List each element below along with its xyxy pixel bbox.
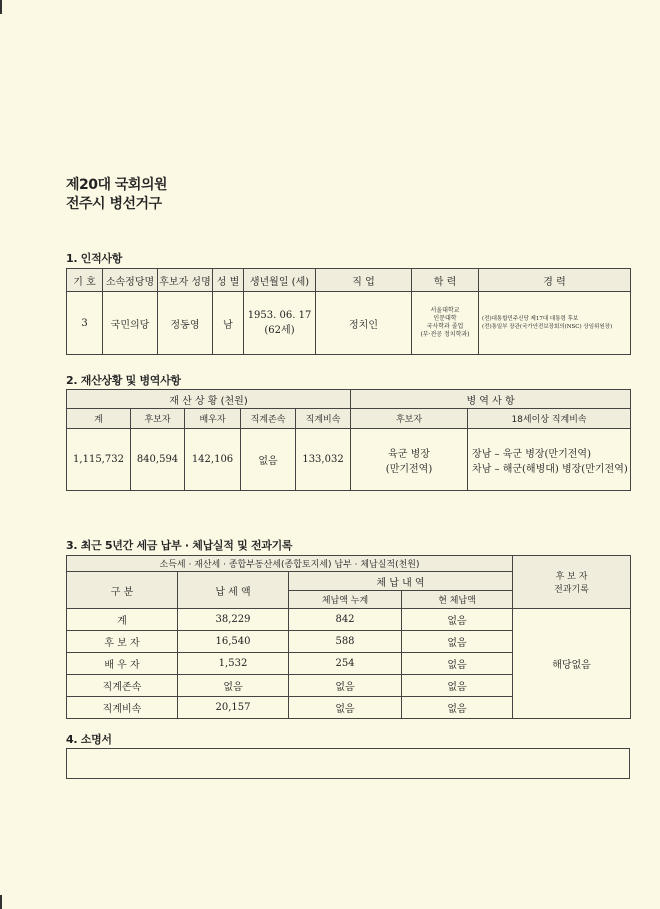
row-arrears-current: 없음 xyxy=(402,609,513,631)
row-label: 계 xyxy=(67,609,178,631)
header-party: 소속정당명 xyxy=(103,269,158,292)
row-arrears-current: 없음 xyxy=(402,697,513,719)
candidate-job: 정치인 xyxy=(316,292,412,355)
edu-line: (부·전공 정치학과) xyxy=(420,331,470,338)
row-paid: 없음 xyxy=(178,675,289,697)
military-child-line: 차남 – 해군(해병대) 병장(만기전역) xyxy=(472,463,628,475)
row-arrears-total: 588 xyxy=(289,631,402,653)
edu-line: 국사학과 졸업 xyxy=(426,323,464,330)
military-child-line: 장남 – 육군 병장(만기전역) xyxy=(472,448,591,460)
personal-info-table xyxy=(66,268,631,355)
subheader-candidate: 후보자 xyxy=(131,409,185,429)
title-line-2: 전주시 병선거구 xyxy=(66,196,162,212)
header-arrears: 체 납 내 역 xyxy=(289,572,513,591)
header-gubun: 구 분 xyxy=(67,572,178,609)
subheader-total: 계 xyxy=(67,409,131,429)
property-spouse: 142,106 xyxy=(185,429,241,491)
section-1-heading: 1. 인적사항 xyxy=(66,252,123,265)
property-descendants: 133,032 xyxy=(296,429,351,491)
military-candidate xyxy=(351,429,468,491)
row-label: 후 보 자 xyxy=(67,631,178,653)
subheader-ancestors: 직계존속 xyxy=(241,409,296,429)
military-header: 병 역 사 항 xyxy=(351,390,631,409)
row-arrears-total: 842 xyxy=(289,609,402,631)
page-title xyxy=(66,176,167,214)
subheader-spouse: 배우자 xyxy=(185,409,241,429)
row-paid: 16,540 xyxy=(178,631,289,653)
row-paid: 38,229 xyxy=(178,609,289,631)
header-arrears-current: 현 체납액 xyxy=(402,591,513,609)
title-line-1: 제20대 국회의원 xyxy=(66,177,168,193)
tax-top-header: 소득세 · 재산세 · 종합부동산세(종합토지세) 납부 · 체납실적(천원) xyxy=(67,556,513,572)
criminal-header xyxy=(513,556,631,609)
career-line: (전)통일부 장관(국가안전보장회의(NSC) 상임위원장) xyxy=(482,324,613,330)
edu-line: 인문대학 xyxy=(433,315,457,322)
section-3-heading: 3. 최근 5년간 세금 납부 · 체납실적 및 전과기록 xyxy=(66,539,293,552)
header-arrears-total: 체납액 누계 xyxy=(289,591,402,609)
row-label: 직계존속 xyxy=(67,675,178,697)
row-arrears-current: 없음 xyxy=(402,675,513,697)
military-line: (만기전역) xyxy=(385,463,433,475)
candidate-education xyxy=(412,292,479,355)
header-name: 후보자 성명 xyxy=(158,269,213,292)
header-paid: 납 세 액 xyxy=(178,572,289,609)
military-children xyxy=(468,429,631,491)
row-arrears-total: 없음 xyxy=(289,675,402,697)
crop-mark-top xyxy=(0,0,2,14)
military-line: 육군 병장 xyxy=(388,448,430,460)
candidate-party: 국민의당 xyxy=(103,292,158,355)
subheader-descendants: 직계비속 xyxy=(296,409,351,429)
edu-line: 서울대학교 xyxy=(430,307,460,314)
row-arrears-total: 254 xyxy=(289,653,402,675)
candidate-number: 3 xyxy=(67,292,103,355)
row-arrears-current: 없음 xyxy=(402,653,513,675)
birth-age: (62세) xyxy=(264,325,295,336)
row-paid: 20,157 xyxy=(178,697,289,719)
crop-mark-bottom xyxy=(0,895,2,909)
candidate-career xyxy=(479,292,631,355)
candidate-gender: 남 xyxy=(213,292,244,355)
criminal-header-line: 전과기록 xyxy=(554,585,589,595)
property-candidate: 840,594 xyxy=(131,429,185,491)
header-birth: 생년월일 (세) xyxy=(244,269,316,292)
candidate-name: 정동영 xyxy=(158,292,213,355)
statement-box xyxy=(66,748,630,779)
row-arrears-total: 없음 xyxy=(289,697,402,719)
section-4-heading: 4. 소명서 xyxy=(66,733,112,746)
section-2-heading: 2. 재산상황 및 병역사항 xyxy=(66,374,181,387)
career-line: (전)대통합민주신당 제17대 대통령 후보 xyxy=(482,316,579,322)
tax-table xyxy=(66,555,631,719)
header-career: 경 력 xyxy=(479,269,631,292)
birth-date: 1953. 06. 17 xyxy=(247,310,312,321)
header-job: 직 업 xyxy=(316,269,412,292)
row-label: 직계비속 xyxy=(67,697,178,719)
row-paid: 1,532 xyxy=(178,653,289,675)
row-label: 배 우 자 xyxy=(67,653,178,675)
candidate-birth xyxy=(244,292,316,355)
property-ancestors: 없음 xyxy=(241,429,296,491)
header-edu: 학 력 xyxy=(412,269,479,292)
header-gender: 성 별 xyxy=(213,269,244,292)
property-total: 1,115,732 xyxy=(67,429,131,491)
criminal-record: 해당없음 xyxy=(513,609,631,719)
subheader-military-candidate: 후보자 xyxy=(351,409,468,429)
property-header: 재 산 상 황 (천원) xyxy=(67,390,351,409)
table-row xyxy=(67,609,631,631)
row-arrears-current: 없음 xyxy=(402,631,513,653)
criminal-header-line: 후 보 자 xyxy=(555,572,588,582)
subheader-military-children: 18세이상 직계비속 xyxy=(468,409,631,429)
header-number: 기 호 xyxy=(67,269,103,292)
property-military-table xyxy=(66,389,631,491)
